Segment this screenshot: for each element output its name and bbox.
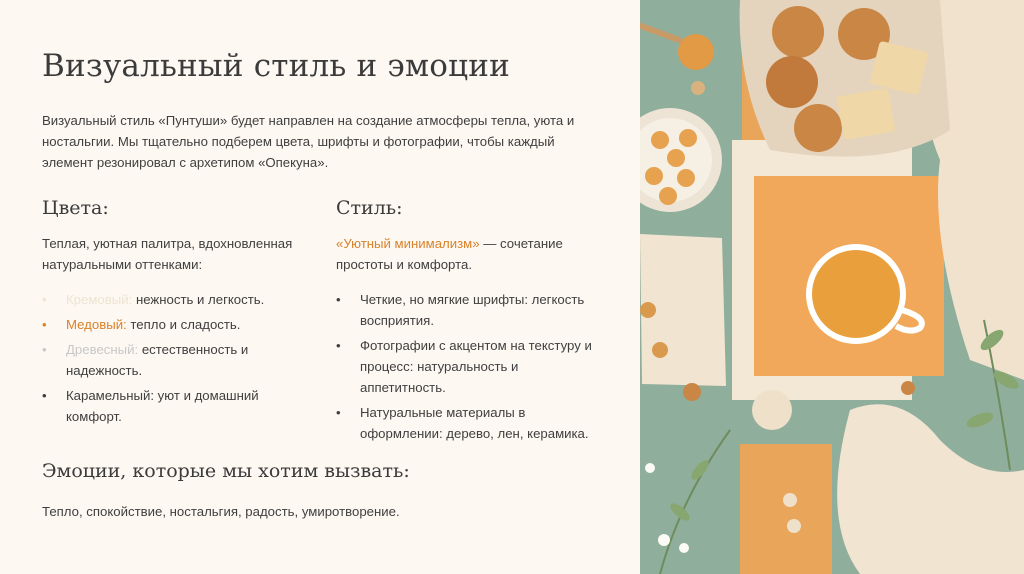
emotions-heading: Эмоции, которые мы хотим вызвать: xyxy=(42,460,410,482)
colors-heading: Цвета: xyxy=(42,197,109,219)
bullet-icon: • xyxy=(336,405,341,420)
style-item-text: Четкие, но мягкие шрифты: легкость восприятия. xyxy=(360,292,585,328)
spoon xyxy=(678,34,714,70)
emotions-text: Тепло, спокойствие, ностальгия, радость, умиротворение. xyxy=(42,504,400,519)
list-item xyxy=(42,385,312,427)
cookie xyxy=(837,88,896,140)
style-item-text: Фотографии с акцентом на текстуру и процесс: натуральность и аппетитность. xyxy=(360,338,592,395)
list-item xyxy=(336,402,606,444)
hero-photo xyxy=(640,0,1024,574)
list-item xyxy=(42,339,312,381)
color-desc: естественность и надежность. xyxy=(66,342,249,378)
bullet-icon: • xyxy=(336,292,341,307)
bullet-icon: • xyxy=(336,338,341,353)
orange-paper-bottom xyxy=(740,444,832,574)
color-desc: тепло и сладость. xyxy=(126,317,241,332)
pastry xyxy=(766,56,818,108)
pastry xyxy=(772,6,824,58)
style-lead-rest: — сочетание простоты и комфорта. xyxy=(336,236,563,272)
style-item-text: Натуральные материалы в оформлении: дерево, лен, керамика. xyxy=(360,405,589,441)
colors-lead: Теплая, уютная палитра, вдохновленная натуральными оттенками: xyxy=(42,236,293,272)
list-item xyxy=(336,289,606,331)
style-lead xyxy=(336,233,606,275)
list-item xyxy=(336,335,606,398)
color-label: Древесный: xyxy=(66,342,139,357)
style-heading: Стиль: xyxy=(336,197,403,219)
color-label: Медовый: xyxy=(66,317,127,332)
page-title: Визуальный стиль и эмоции xyxy=(42,48,511,84)
style-accent: «Уютный минимализм» xyxy=(336,236,480,251)
colors-section xyxy=(42,198,312,431)
list-item xyxy=(42,289,312,310)
list-item xyxy=(42,314,312,335)
style-section xyxy=(336,198,606,448)
pastry xyxy=(794,104,842,152)
color-desc: нежность и легкость. xyxy=(132,292,265,307)
bullet-icon: • xyxy=(42,388,47,403)
color-label: Карамельный: xyxy=(66,388,155,403)
color-desc: уют и домашний комфорт. xyxy=(66,388,259,424)
bullet-icon: • xyxy=(42,317,47,332)
color-label: Кремовый: xyxy=(66,292,133,307)
intro-paragraph: Визуальный стиль «Пунтуши» будет направлен на создание атмосферы тепла, уюта и ностальгии. Мы тщательно подберем цвета, шрифты и фотографии, чтобы каждый элемент резонировал с архетипом «Опекуна». xyxy=(42,113,575,170)
food-photo-illustration xyxy=(640,0,1024,574)
nut xyxy=(752,390,792,430)
bullet-icon: • xyxy=(42,342,47,357)
colors-list xyxy=(42,289,312,427)
bullet-icon: • xyxy=(42,292,47,307)
style-list xyxy=(336,289,606,444)
